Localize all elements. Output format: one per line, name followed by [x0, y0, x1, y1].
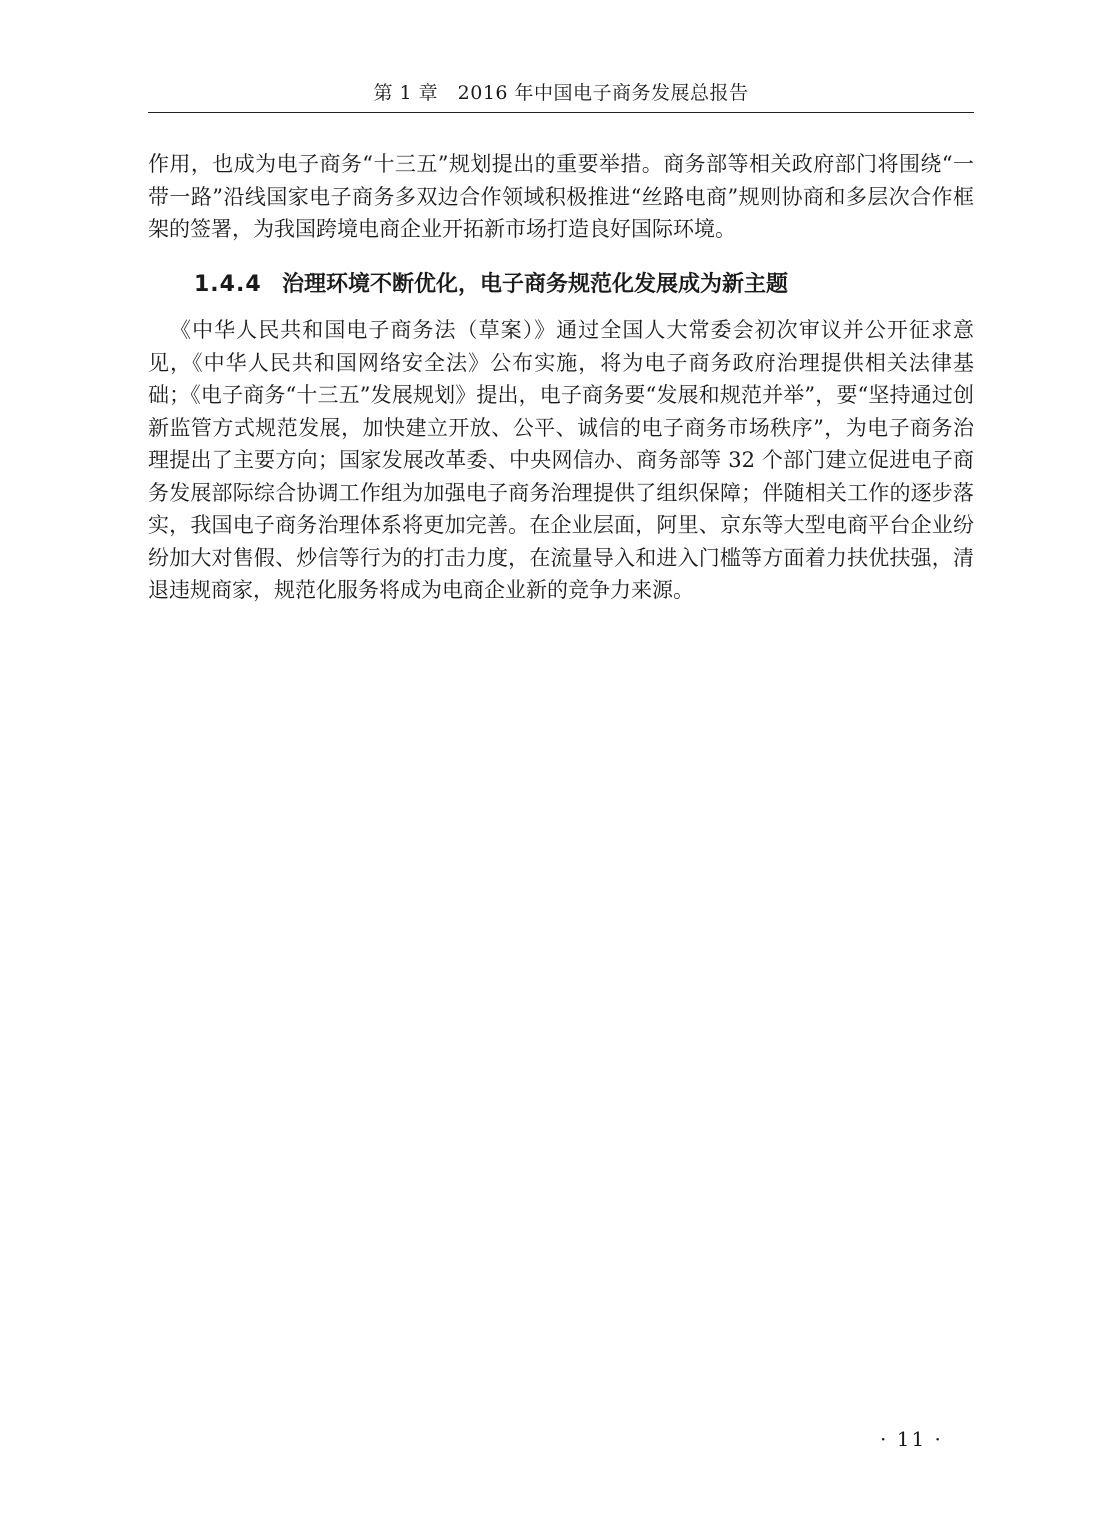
section-title: 治理环境不断优化，电子商务规范化发展成为新主题 [282, 272, 789, 297]
section-number: 1.4.4 [194, 272, 262, 297]
running-header: 第 1 章 2016 年中国电子商务发展总报告 [373, 82, 749, 104]
body-paragraph-section [148, 314, 974, 607]
header-rule [148, 112, 974, 113]
section-heading [194, 268, 788, 302]
body-paragraph-section-text: 《中华人民共和国电子商务法（草案）》通过全国人大常委会初次审议并公开征求意见，《中华人民共和国网络安全法》公布实施，将为电子商务政府治理提供相关法律基础；《电子商务“十三五”发展规划》提出，电子商务要“发展和规范并举”，要“坚持通过创新监管方式规范发展，加快建立开放、公平、诚信的电子商务市场秩序”，为电子商务治理提出了主要方向；国家发展改革委、中央网信办、商务部等 32 个部门建立促进电子商务发展部际综合协调工作组为加强电子商务治理提供了组织保障；伴随相关工作的逐步落实，我国电子商务治理体系将更加完善。在企业层面，阿里、京东等大型电商平台企业纷纷加大对售假、炒信等行为的打击力度，在流量导入和进入门槛等方面着力扶优扶强，清退违规商家，规范化服务将成为电商企业新的竞争力来源。 [148, 318, 974, 602]
page-number: · 11 · [880, 1427, 943, 1451]
body-paragraph-continued: 作用，也成为电子商务“十三五”规划提出的重要举措。商务部等相关政府部门将围绕“一带一路”沿线国家电子商务多双边合作领域积极推进“丝路电商”规则协商和多层次合作框架的签署，为我国跨境电商企业开拓新市场打造良好国际环境。 [148, 152, 974, 241]
